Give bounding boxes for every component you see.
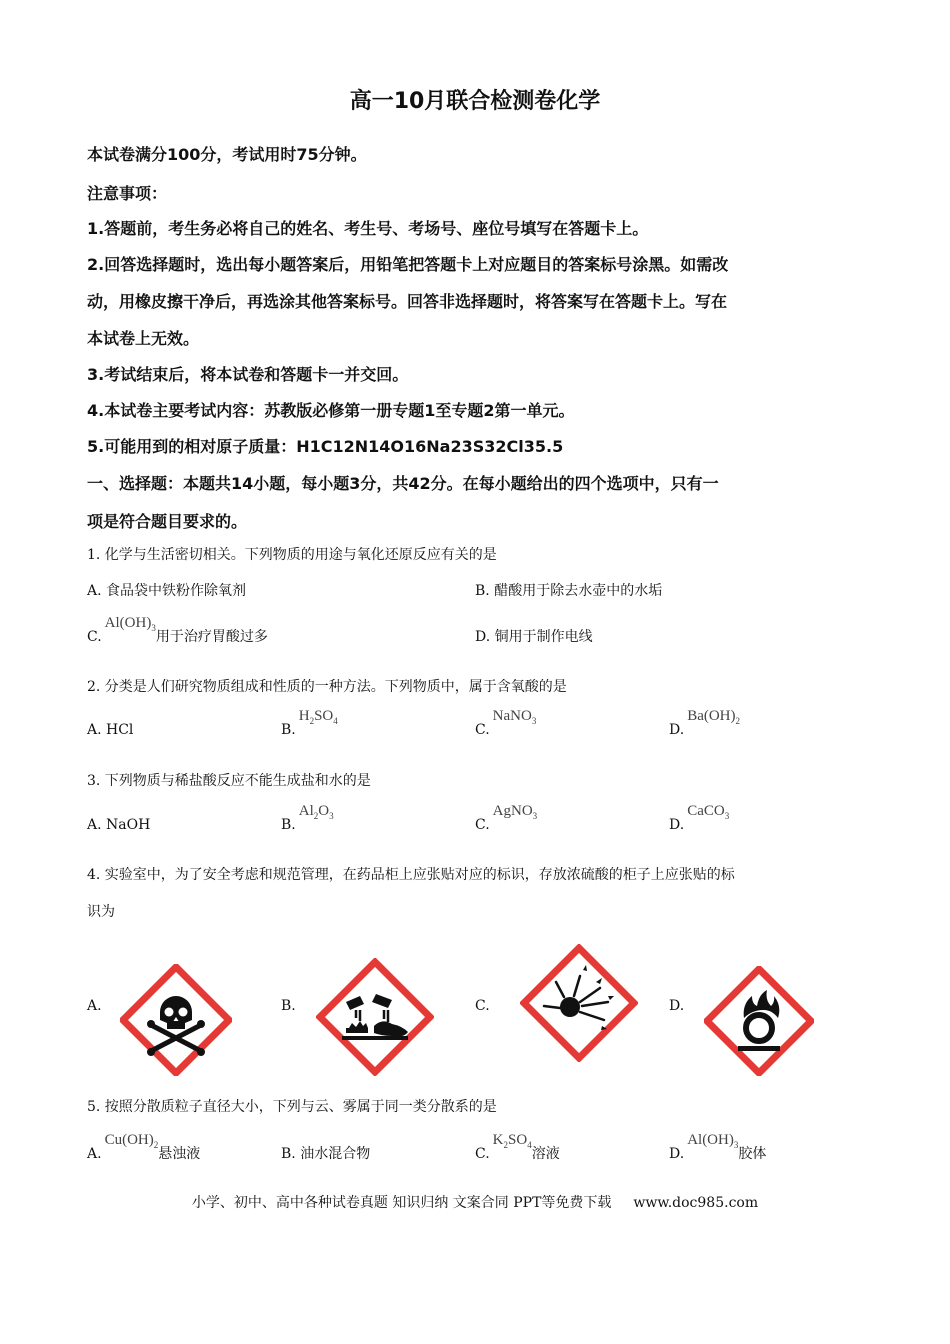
section-heading-b: 项是符合题目要求的。 — [87, 512, 248, 531]
instruction-2b: 动，用橡皮擦干净后，再选涂其他答案标号。回答非选择题时，将答案写在答题卡上。写在 — [87, 292, 728, 311]
footer-url[interactable]: www.doc985.com — [633, 1195, 759, 1211]
q4-stem-a: 4. 实验室中，为了安全考虑和规范管理，在药品柜上应张贴对应的标识，存放浓硫酸的柜子上应张贴的标 — [87, 867, 735, 883]
instruction-4: 4.本试卷主要考试内容：苏教版必修第一册专题1至专题2第一单元。 — [87, 401, 575, 420]
instruction-2a: 2.回答选择题时，选出每小题答案后，用铅笔把答题卡上对应题目的答案标号涂黑。如需改 — [87, 255, 729, 274]
formula: CaCO$_3$ — [687, 803, 730, 821]
oxidizer-flame-icon — [704, 966, 814, 1076]
q2-option-a: A. HCl — [87, 722, 134, 738]
section-heading-a: 一、选择题：本题共14小题，每小题3分，共42分。在每小题给出的四个选项中，只有一 — [87, 474, 719, 493]
formula: $K_2SO_4$ — [492, 1132, 532, 1150]
formula: $Cu(OH)_2$ — [104, 1132, 159, 1150]
explosive-icon — [520, 944, 638, 1062]
formula: $Al_2O_3$ — [298, 803, 334, 821]
formula: AgNO$_3$ — [492, 803, 538, 821]
instruction-3: 3.考试结束后，将本试卷和答题卡一并交回。 — [87, 365, 409, 384]
q5-stem: 5. 按照分散质粒子直径大小，下列与云、雾属于同一类分散系的是 — [87, 1099, 497, 1115]
page-footer — [0, 1192, 950, 1212]
formula: NaNO$_3$ — [492, 708, 537, 726]
formula: $Al(OH)_3$ — [687, 1132, 739, 1150]
q4-option-b-label: B. — [281, 998, 296, 1014]
q3-option-d: D.CaCO$_3$ — [669, 803, 730, 833]
q5-option-d: $D.Al(OH)_3$胶体 — [669, 1132, 767, 1162]
q1-option-c: $C.Al(OH)_3$用于治疗胃酸过多 — [87, 615, 268, 645]
q3-option-c: C.AgNO$_3$ — [475, 803, 538, 833]
corrosive-icon — [316, 958, 434, 1076]
q4-option-c-label: C. — [475, 998, 490, 1014]
q2-stem: 2. 分类是人们研究物质组成和性质的一种方法。下列物质中，属于含氧酸的是 — [87, 679, 567, 695]
q4-option-d-label: D. — [669, 998, 685, 1014]
instruction-1: 1.答题前，考生务必将自己的姓名、考生号、考场号、座位号填写在答题卡上。 — [87, 219, 649, 238]
q1-option-d: D. 铜用于制作电线 — [475, 629, 593, 645]
formula: $Al(OH)_3$ — [104, 615, 156, 633]
q5-option-a: $A.Cu(OH)_2$悬浊液 — [87, 1132, 201, 1162]
q3-option-b: $B.Al_2O_3$ — [281, 803, 334, 833]
q5-option-b: B. 油水混合物 — [281, 1146, 371, 1162]
skull-crossbones-icon — [120, 964, 232, 1076]
q1-option-a: A. 食品袋中铁粉作除氧剂 — [87, 583, 247, 599]
instruction-header: 注意事项： — [87, 184, 168, 203]
q5-option-c: $C.K_2SO_4$溶液 — [475, 1132, 560, 1162]
formula: $H_2SO_4$ — [298, 708, 338, 726]
footer-text: 小学、初中、高中各种试卷真题 知识归纳 文案合同 PPT等免费下载 — [191, 1195, 612, 1211]
q3-option-a: A. NaOH — [87, 817, 151, 833]
q4-option-a-label: A. — [87, 998, 102, 1014]
q1-stem: 1. 化学与生活密切相关。下列物质的用途与氧化还原反应有关的是 — [87, 547, 497, 563]
instruction-5: 5.可能用到的相对原子质量：H1C12N14O16Na23S32Cl35.5 — [87, 437, 564, 456]
formula: $Ba(OH)_2$ — [687, 708, 741, 726]
q3-stem: 3. 下列物质与稀盐酸反应不能生成盐和水的是 — [87, 773, 371, 789]
instruction-score: 本试卷满分100分，考试用时75分钟。 — [87, 145, 367, 164]
q4-stem-b: 识为 — [87, 904, 115, 920]
q2-option-d: $D.Ba(OH)_2$ — [669, 708, 741, 738]
instruction-2c: 本试卷上无效。 — [87, 329, 200, 348]
q2-option-b: $B.H_2SO_4$ — [281, 708, 338, 738]
q1-option-b: B. 醋酸用于除去水壶中的水垢 — [475, 583, 663, 599]
page-title: 高一10月联合检测卷化学 — [349, 89, 601, 114]
q2-option-c: C.NaNO$_3$ — [475, 708, 537, 738]
